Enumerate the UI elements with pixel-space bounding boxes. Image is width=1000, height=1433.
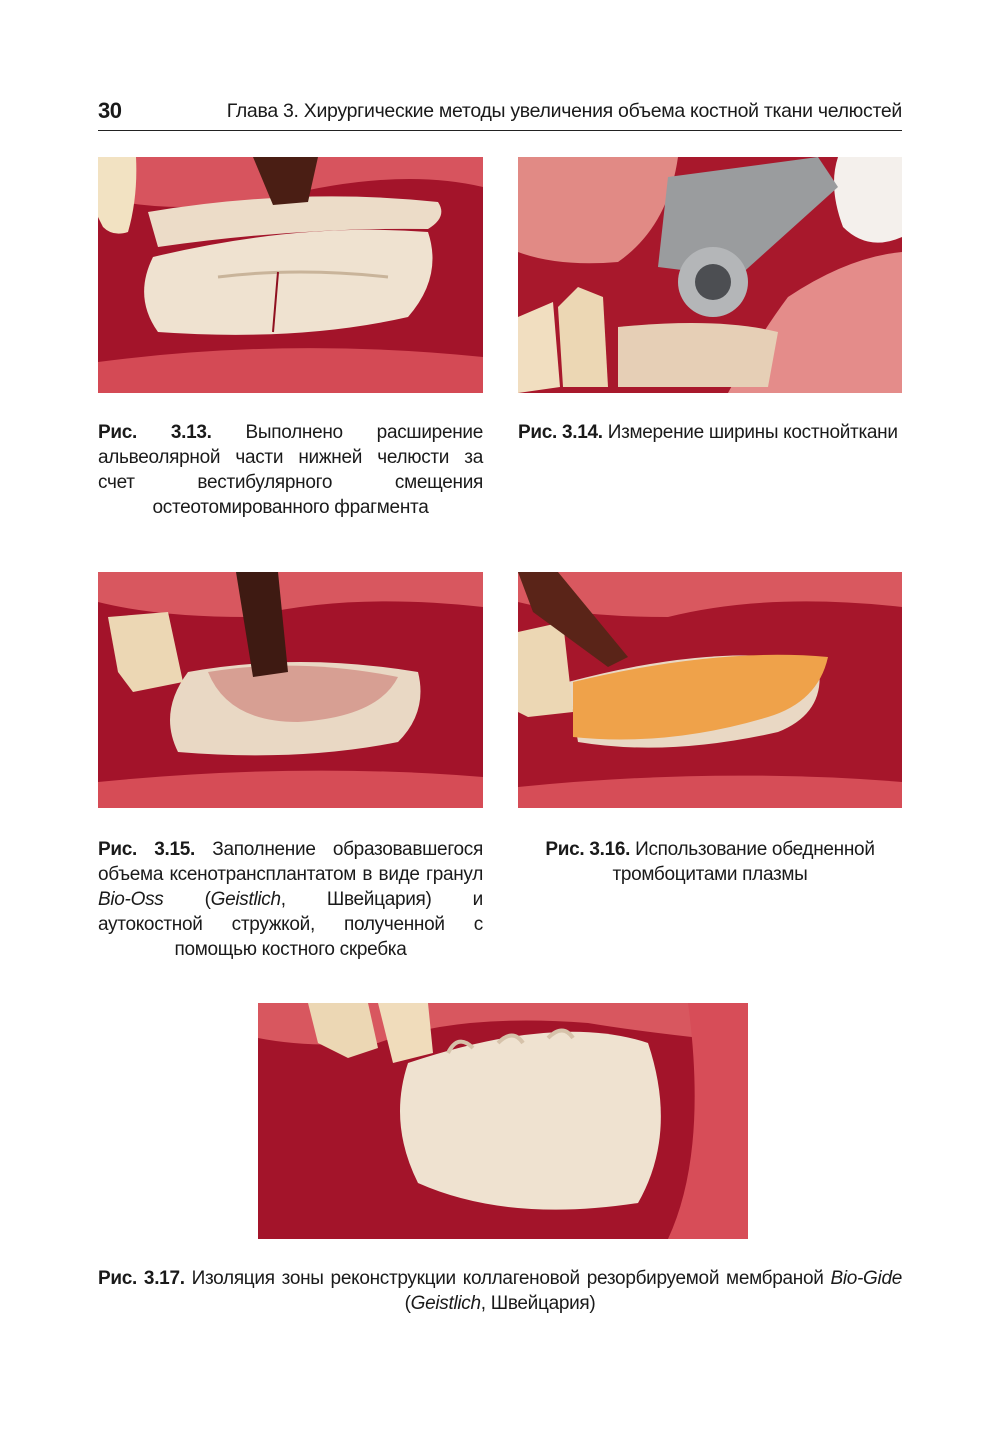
figure-label: Рис. 3.16. <box>545 839 631 860</box>
product-name: Bio-Gide <box>830 1268 902 1289</box>
product-name: Bio-Oss <box>98 889 164 910</box>
manufacturer-name: Geistlich <box>410 1293 481 1314</box>
figure-caption-text: , Швейцария) <box>480 1293 596 1314</box>
page-number: 30 <box>98 98 122 123</box>
figure-label: Рис. 3.13. <box>98 422 212 443</box>
figure-caption-text: Использование обедненной тромбоцитами плазмы <box>612 839 875 885</box>
figure-caption-text: Измерение ширины костнойткани <box>607 422 898 443</box>
figure-3-16-photo <box>518 572 902 808</box>
figure-caption-text: Выполнено расширение альвеолярной части нижней челюсти за счет вестибулярного смещения остеотомированного фрагмента <box>98 422 483 518</box>
figure-3-15-photo <box>98 572 483 808</box>
figure-3-13-photo <box>98 157 483 393</box>
figure-3-14-caption <box>518 420 902 445</box>
figure-caption-text: ( <box>404 1293 411 1314</box>
figure-3-13-caption <box>98 420 483 520</box>
figure-caption-text: , Швейцария) и аутокостной стружкой, полученной с помощью костного скребка <box>98 889 483 960</box>
manufacturer-name: Geistlich <box>210 889 281 910</box>
chapter-title: Глава 3. Хирургические методы увеличения объема костной ткани челюстей <box>226 100 902 122</box>
figure-3-14-photo <box>518 157 902 393</box>
figure-3-17-caption <box>98 1266 902 1316</box>
running-header <box>98 96 902 131</box>
figure-caption-text: ( <box>163 889 211 910</box>
figure-3-17-photo <box>258 1003 748 1239</box>
figure-label: Рис. 3.14. <box>518 422 603 443</box>
figure-label: Рис. 3.17. <box>98 1268 185 1289</box>
figure-3-15-caption <box>98 837 483 962</box>
figure-label: Рис. 3.15. <box>98 839 196 860</box>
figure-3-16-caption <box>518 837 902 887</box>
figure-caption-text: Изоляция зоны реконструкции коллагеновой резорбируемой мембраной <box>191 1268 831 1289</box>
figure-caption-text: Заполнение образовавшегося объема ксенотрансплантатом в виде гранул <box>98 839 483 885</box>
